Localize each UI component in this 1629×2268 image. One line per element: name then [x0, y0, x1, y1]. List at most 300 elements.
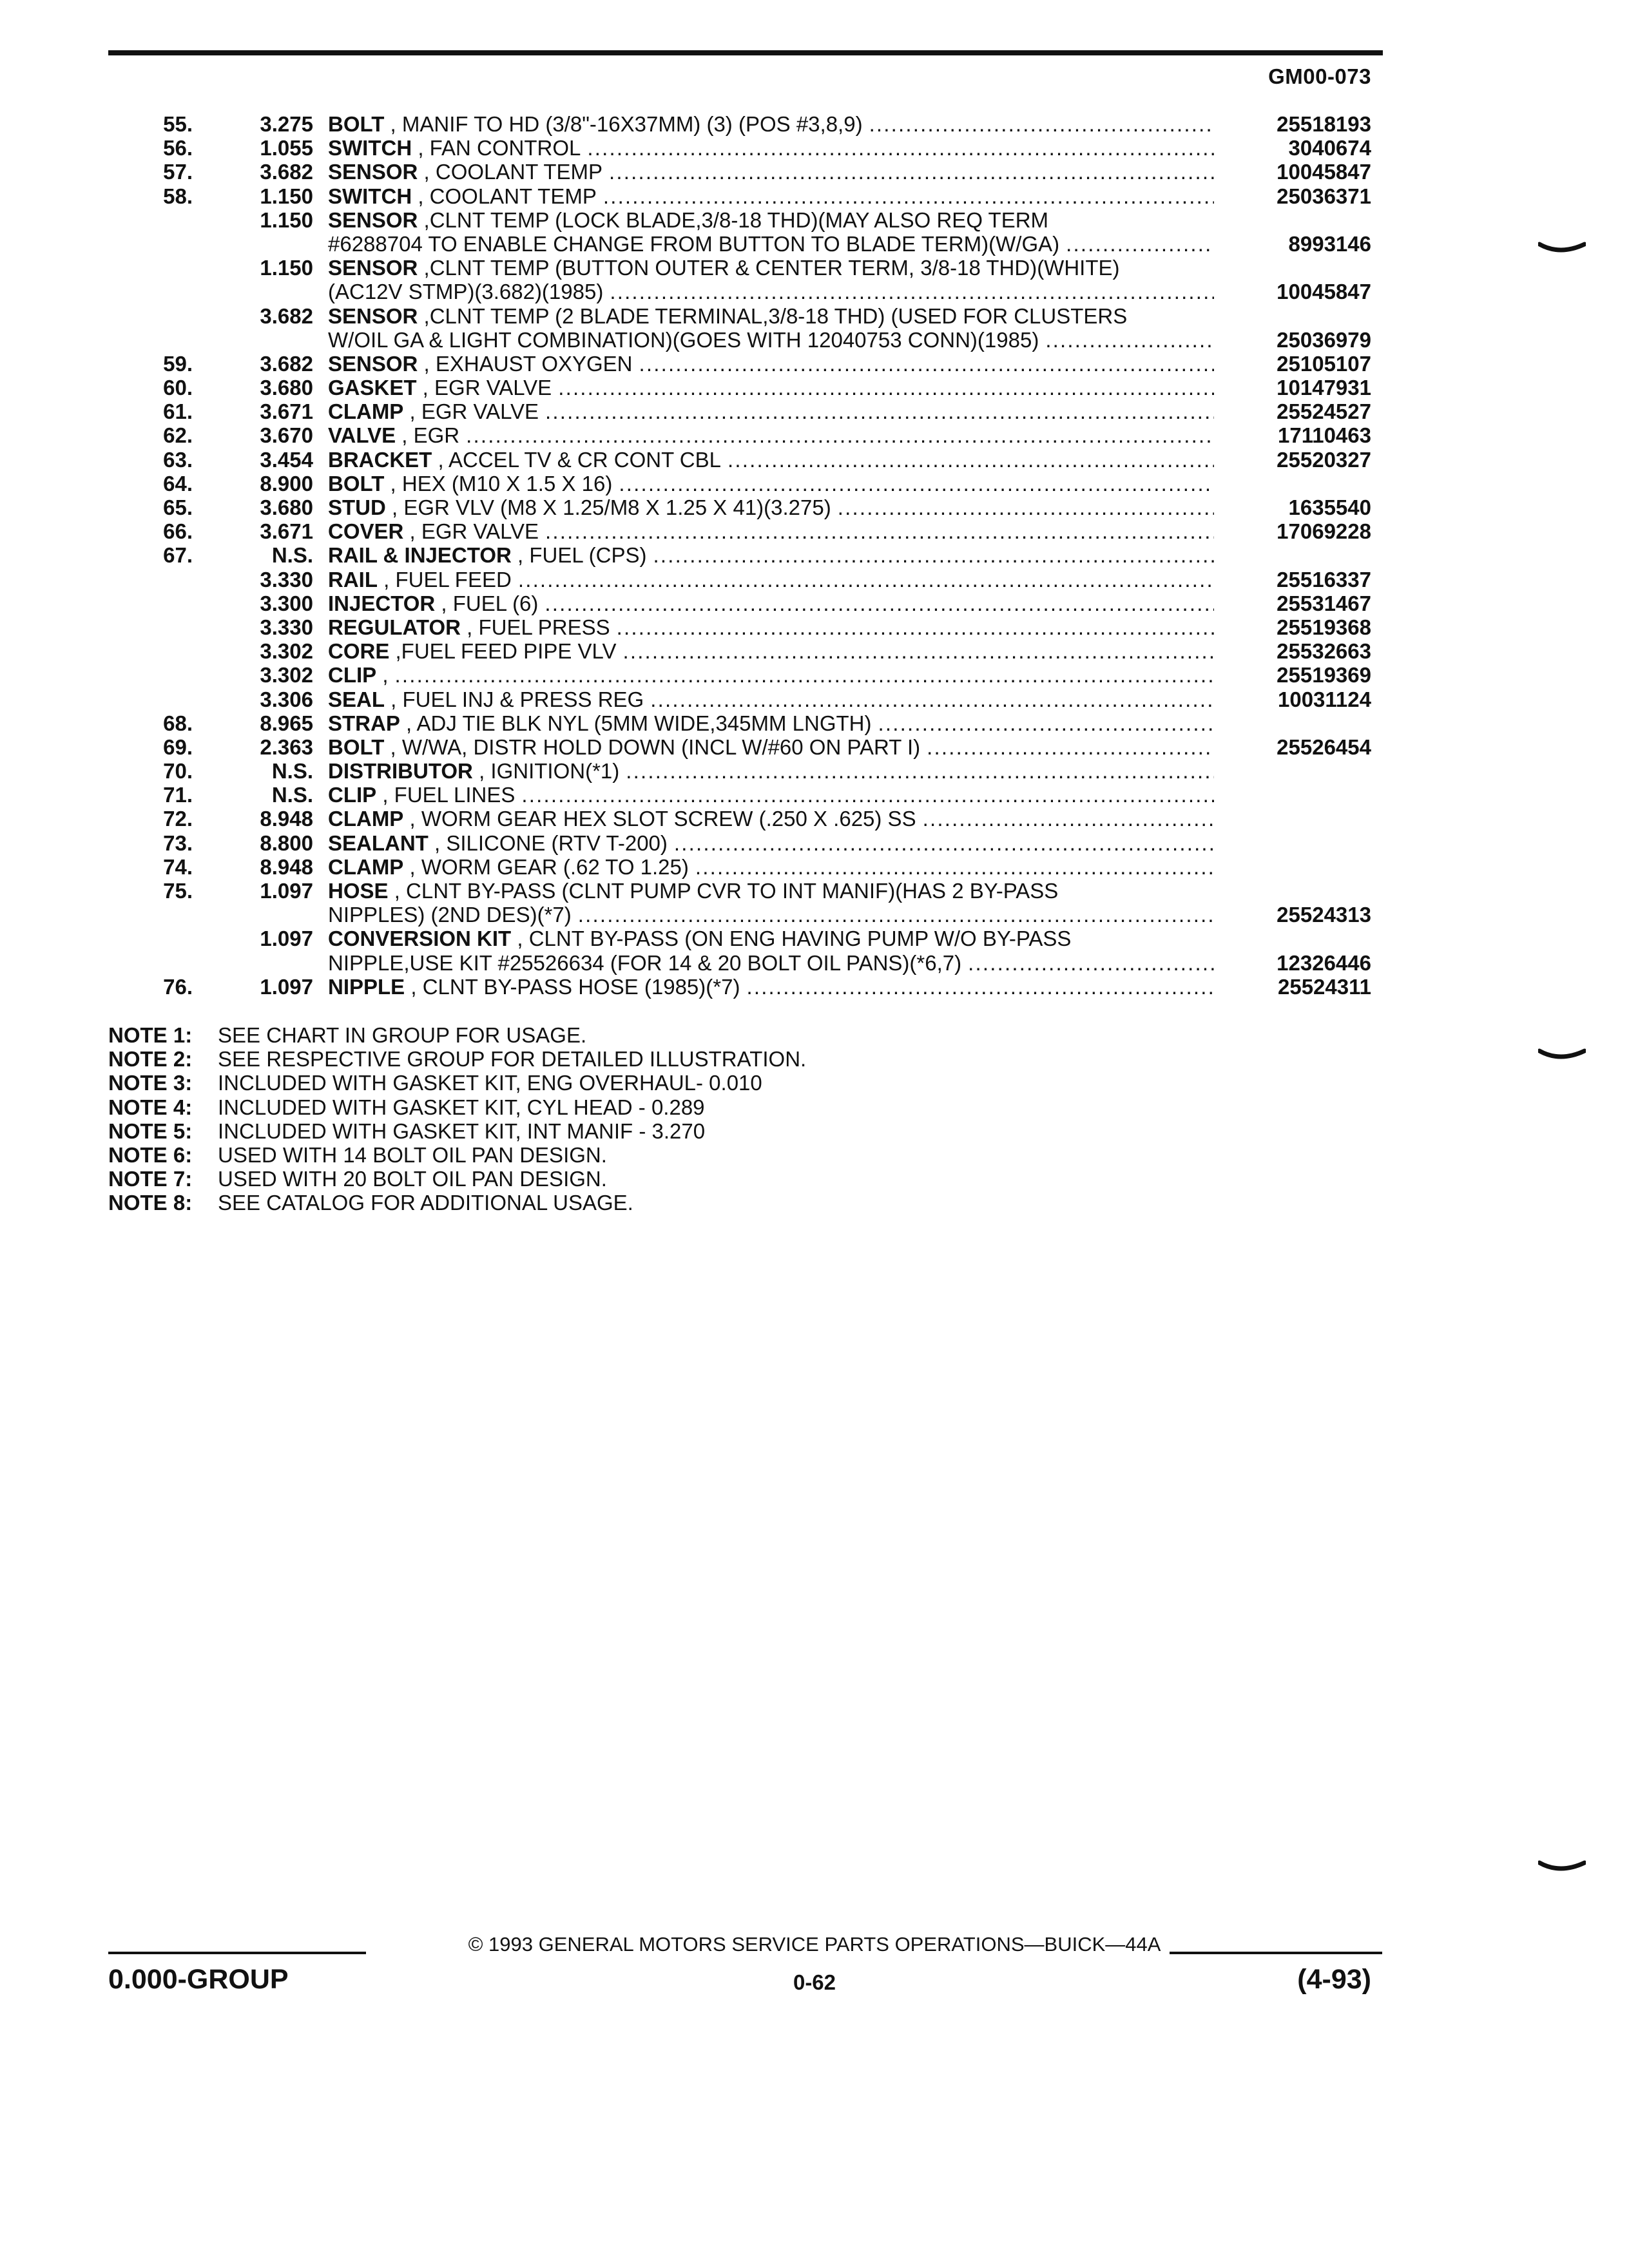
part-description [328, 472, 612, 495]
part-description [328, 519, 539, 543]
note-label: NOTE 5: [108, 1119, 193, 1143]
note-label: NOTE 1: [108, 1023, 193, 1047]
part-group-number: 8.800 [260, 831, 313, 855]
dot-leader [578, 903, 1214, 927]
part-number: 25526454 [1277, 735, 1371, 759]
part-description-cell [328, 399, 1214, 423]
part-name: SENSOR [328, 207, 418, 232]
part-description-cell [328, 352, 1214, 376]
part-description-cell [328, 879, 1214, 903]
part-description-cell [328, 927, 1214, 950]
part-number: 10045847 [1277, 160, 1371, 184]
part-number: 12326446 [1277, 950, 1371, 975]
note-label: NOTE 2: [108, 1047, 193, 1072]
part-name: NIPPLE [328, 974, 405, 999]
part-detail: , EGR VLV (M8 X 1.25/M8 X 1.25 X 41)(3.275) [385, 495, 831, 519]
part-row [108, 352, 1371, 376]
part-name: SEALANT [328, 831, 429, 855]
part-number: 17069228 [1277, 519, 1371, 544]
part-description-cell [328, 591, 1214, 615]
part-row [108, 831, 1371, 855]
part-item-number: 69. [163, 735, 193, 759]
part-description-cell [328, 663, 1214, 687]
footer-copyright [0, 1933, 1629, 1956]
footer-copyright-text: © 1993 GENERAL MOTORS SERVICE PARTS OPERATIONS—BUICK—44A [459, 1933, 1170, 1956]
part-item-number: 66. [163, 519, 193, 544]
part-group-number: N.S. [271, 759, 313, 783]
part-group-number: 3.275 [260, 112, 313, 136]
part-item-number: 74. [163, 854, 193, 879]
note-label: NOTE 4: [108, 1095, 193, 1119]
header-rule [108, 50, 1383, 55]
part-description [328, 663, 389, 687]
note-line [108, 1023, 806, 1047]
part-number: 25105107 [1277, 351, 1371, 376]
part-name: SENSOR [328, 256, 418, 280]
part-description-cell [328, 112, 1214, 136]
part-description [328, 951, 961, 975]
part-name: INJECTOR [328, 591, 436, 615]
part-item-number: 68. [163, 711, 193, 735]
part-detail: , EGR VALVE [403, 519, 539, 544]
part-row [108, 975, 1371, 999]
notes-list [108, 1023, 806, 1215]
part-description-cell [328, 639, 1214, 663]
part-row [108, 783, 1371, 807]
note-label: NOTE 7: [108, 1167, 193, 1191]
dot-leader [746, 975, 1214, 999]
part-description [328, 232, 1059, 256]
part-name: CLIP [328, 783, 377, 807]
dot-leader [545, 519, 1214, 543]
part-name: CLAMP [328, 399, 404, 424]
part-description [328, 304, 1127, 328]
note-line [108, 1095, 806, 1119]
note-text: SEE CHART IN GROUP FOR USAGE. [218, 1023, 587, 1047]
part-number: 25518193 [1277, 112, 1371, 136]
part-name: VALVE [328, 423, 396, 448]
part-detail: , COOLANT TEMP [418, 160, 603, 184]
part-group-number: 3.454 [260, 447, 313, 472]
dot-leader [653, 543, 1214, 567]
part-description [328, 256, 1120, 280]
part-group-number: 1.150 [260, 184, 313, 208]
part-description-cell [328, 184, 1214, 208]
part-number: 25516337 [1277, 567, 1371, 591]
part-row [108, 184, 1371, 208]
part-item-number: 55. [163, 112, 193, 136]
part-row [108, 903, 1371, 927]
dot-leader [587, 136, 1214, 160]
dot-leader [617, 615, 1214, 639]
part-description-cell [328, 423, 1214, 447]
dot-leader [622, 639, 1214, 663]
part-detail: , FUEL FEED [378, 567, 512, 591]
dot-leader [395, 663, 1214, 687]
part-description-cell [328, 136, 1214, 160]
part-detail: , FUEL INJ & PRESS REG [385, 687, 644, 711]
part-row [108, 160, 1371, 184]
part-group-number: 2.363 [260, 735, 313, 759]
part-name: REGULATOR [328, 615, 461, 639]
part-description-cell [328, 256, 1214, 280]
part-row [108, 232, 1371, 256]
note-line [108, 1119, 806, 1143]
dot-leader [695, 855, 1214, 879]
dot-leader [545, 399, 1214, 423]
part-detail: , SILICONE (RTV T-200) [428, 831, 668, 855]
part-row [108, 543, 1371, 567]
dot-leader [1045, 328, 1214, 352]
part-group-number: 1.055 [260, 136, 313, 160]
part-detail: , CLNT BY-PASS (ON ENG HAVING PUMP W/O BY-PASS [511, 927, 1072, 951]
part-item-number: 58. [163, 184, 193, 208]
footer-group: 0.000-GROUP [108, 1964, 289, 1995]
part-description-cell [328, 903, 1214, 927]
part-group-number: 3.682 [260, 303, 313, 328]
part-description [328, 448, 721, 472]
part-item-number: 62. [163, 423, 193, 448]
part-name: SENSOR [328, 351, 418, 376]
part-group-number: 1.097 [260, 974, 313, 999]
note-label: NOTE 3: [108, 1071, 193, 1095]
part-number: 8993146 [1288, 231, 1371, 256]
part-row [108, 855, 1371, 879]
part-row [108, 687, 1371, 711]
part-number: 25524311 [1277, 974, 1371, 999]
part-row [108, 927, 1371, 950]
part-detail: , FUEL LINES [376, 783, 516, 807]
part-row [108, 448, 1371, 472]
part-detail: , MANIF TO HD (3/8"-16X37MM) (3) (POS #3,8,9) [384, 112, 863, 136]
part-row [108, 136, 1371, 160]
part-detail: , IGNITION(*1) [472, 759, 620, 783]
dot-leader [619, 472, 1214, 495]
part-description-cell [328, 519, 1214, 543]
note-text: INCLUDED WITH GASKET KIT, CYL HEAD - 0.289 [218, 1095, 705, 1119]
part-detail: , FUEL (CPS) [511, 543, 647, 568]
part-name: BOLT [328, 735, 385, 759]
part-description [328, 423, 459, 447]
part-detail: , FAN CONTROL [412, 136, 581, 160]
part-description [328, 112, 863, 136]
part-description-cell [328, 232, 1214, 256]
part-group-number: 8.965 [260, 711, 313, 735]
part-number: 25524313 [1277, 903, 1371, 927]
note-line [108, 1047, 806, 1071]
part-description [328, 687, 644, 711]
part-row [108, 639, 1371, 663]
note-line [108, 1191, 806, 1215]
part-description-cell [328, 328, 1214, 352]
dot-leader [609, 160, 1214, 184]
part-group-number: 1.097 [260, 879, 313, 903]
part-description [328, 783, 515, 807]
part-detail: , W/WA, DISTR HOLD DOWN (INCL W/#60 ON PART I) [384, 735, 921, 759]
part-description [328, 831, 668, 855]
part-description [328, 879, 1058, 903]
part-description-cell [328, 855, 1214, 879]
part-description [328, 184, 597, 208]
part-group-number: 8.900 [260, 471, 313, 495]
part-name: HOSE [328, 879, 389, 903]
part-name: RAIL [328, 567, 378, 591]
note-text: SEE RESPECTIVE GROUP FOR DETAILED ILLUSTRATION. [218, 1047, 807, 1072]
part-number: 10147931 [1277, 376, 1371, 400]
part-group-number: 3.302 [260, 663, 313, 687]
part-description [328, 160, 602, 184]
part-detail: , ADJ TIE BLK NYL (5MM WIDE,345MM LNGTH) [400, 711, 872, 735]
note-text: INCLUDED WITH GASKET KIT, INT MANIF - 3.270 [218, 1119, 706, 1143]
part-detail: , FUEL (6) [435, 591, 539, 615]
part-detail: , COOLANT TEMP [412, 184, 597, 208]
part-description [328, 591, 538, 615]
part-item-number: 71. [163, 783, 193, 807]
part-row [108, 759, 1371, 783]
page-code: GM00-073 [1268, 64, 1371, 88]
part-name: GASKET [328, 376, 417, 400]
part-row [108, 568, 1371, 591]
part-group-number: 3.330 [260, 615, 313, 639]
part-description [328, 711, 871, 735]
dot-leader [674, 831, 1214, 855]
part-name: BRACKET [328, 447, 432, 472]
part-description-cell [328, 687, 1214, 711]
part-description [328, 376, 552, 399]
part-item-number: 59. [163, 351, 193, 376]
note-line [108, 1167, 806, 1191]
part-number: 25524527 [1277, 399, 1371, 424]
note-text: USED WITH 14 BOLT OIL PAN DESIGN. [218, 1142, 607, 1167]
part-number: 3040674 [1288, 136, 1371, 160]
note-line [108, 1071, 806, 1095]
dot-leader [545, 591, 1214, 615]
part-description [328, 136, 581, 160]
part-detail: , EGR [396, 423, 460, 448]
part-row [108, 376, 1371, 399]
dot-leader [518, 568, 1214, 591]
part-item-number: 76. [163, 974, 193, 999]
part-name: CLIP [328, 663, 377, 687]
part-number: 25520327 [1277, 447, 1371, 472]
part-description [328, 328, 1039, 352]
part-detail: , ACCEL TV & CR CONT CBL [432, 447, 722, 472]
part-number: 25036979 [1277, 327, 1371, 352]
part-number: 10031124 [1277, 687, 1371, 711]
part-row [108, 591, 1371, 615]
part-row [108, 711, 1371, 735]
part-item-number: 57. [163, 160, 193, 184]
dot-leader [603, 184, 1214, 208]
part-group-number: 1.150 [260, 207, 313, 232]
part-name: COVER [328, 519, 404, 544]
part-name: CONVERSION KIT [328, 927, 512, 951]
part-name: CORE [328, 639, 390, 664]
part-item-number: 70. [163, 759, 193, 783]
binder-hole-mark-top [1538, 242, 1586, 255]
dot-leader [521, 783, 1214, 807]
part-number: 25519369 [1277, 663, 1371, 687]
part-group-number: 3.330 [260, 567, 313, 591]
part-description-cell [328, 448, 1214, 472]
part-name: SENSOR [328, 303, 418, 328]
part-row [108, 423, 1371, 447]
part-row [108, 735, 1371, 759]
footer-date: (4-93) [1297, 1964, 1371, 1995]
part-description [328, 495, 831, 519]
part-row [108, 472, 1371, 495]
part-row [108, 256, 1371, 280]
part-description-cell [328, 951, 1214, 975]
part-row [108, 399, 1371, 423]
dot-leader [838, 495, 1214, 519]
part-description [328, 352, 633, 376]
part-detail: NIPPLE,USE KIT #25526634 (FOR 14 & 20 BOLT OIL PANS)(*6,7) [328, 950, 962, 975]
part-description [328, 208, 1048, 232]
part-detail: , CLNT BY-PASS HOSE (1985)(*7) [405, 974, 740, 999]
part-item-number: 73. [163, 831, 193, 855]
part-detail: ,FUEL FEED PIPE VLV [389, 639, 617, 664]
part-group-number: 3.680 [260, 495, 313, 519]
part-row [108, 328, 1371, 352]
dot-leader [610, 280, 1214, 303]
part-description-cell [328, 543, 1214, 567]
part-row [108, 807, 1371, 831]
part-description-cell [328, 807, 1214, 831]
part-group-number: 3.682 [260, 351, 313, 376]
part-row [108, 879, 1371, 903]
part-row [108, 495, 1371, 519]
part-detail: , FUEL PRESS [460, 615, 610, 639]
part-name: CLAMP [328, 807, 404, 831]
part-detail: #6288704 TO ENABLE CHANGE FROM BUTTON TO BLADE TERM)(W/GA) [328, 231, 1060, 256]
part-detail: , CLNT BY-PASS (CLNT PUMP CVR TO INT MANIF)(HAS 2 BY-PASS [388, 879, 1059, 903]
part-row [108, 519, 1371, 543]
part-group-number: 3.671 [260, 519, 313, 544]
part-detail: , EXHAUST OXYGEN [418, 351, 633, 376]
part-number: 1635540 [1288, 495, 1371, 519]
part-group-number: N.S. [271, 543, 313, 568]
note-label: NOTE 6: [108, 1142, 193, 1167]
part-group-number: 3.670 [260, 423, 313, 448]
part-number: 25036371 [1277, 184, 1371, 208]
dot-leader [626, 759, 1214, 783]
part-detail: , HEX (M10 X 1.5 X 16) [384, 471, 613, 495]
part-row [108, 615, 1371, 639]
part-description-cell [328, 304, 1214, 328]
part-description-cell [328, 711, 1214, 735]
part-description [328, 927, 1071, 950]
part-description-cell [328, 568, 1214, 591]
parts-list [108, 112, 1371, 999]
part-number: 17110463 [1277, 423, 1371, 448]
part-detail: (AC12V STMP)(3.682)(1985) [328, 280, 604, 304]
part-detail: W/OIL GA & LIGHT COMBINATION)(GOES WITH 12040753 CONN)(1985) [328, 327, 1039, 352]
part-description [328, 280, 603, 303]
part-description-cell [328, 759, 1214, 783]
part-description [328, 399, 539, 423]
part-group-number: N.S. [271, 783, 313, 807]
part-description-cell [328, 783, 1214, 807]
part-description [328, 807, 916, 831]
part-description [328, 735, 920, 759]
part-detail: , [376, 663, 389, 687]
part-group-number: 1.097 [260, 927, 313, 951]
part-group-number: 1.150 [260, 256, 313, 280]
note-text: INCLUDED WITH GASKET KIT, ENG OVERHAUL- 0.010 [218, 1071, 762, 1095]
part-row [108, 663, 1371, 687]
part-name: RAIL & INJECTOR [328, 543, 512, 568]
part-number: 25532663 [1277, 639, 1371, 664]
note-line [108, 1143, 806, 1167]
part-detail: NIPPLES) (2ND DES)(*7) [328, 903, 572, 927]
part-description [328, 639, 616, 663]
part-item-number: 63. [163, 447, 193, 472]
part-row [108, 208, 1371, 232]
part-item-number: 65. [163, 495, 193, 519]
part-group-number: 3.300 [260, 591, 313, 615]
part-group-number: 3.306 [260, 687, 313, 711]
note-text: USED WITH 20 BOLT OIL PAN DESIGN. [218, 1167, 607, 1191]
part-description-cell [328, 160, 1214, 184]
dot-leader [878, 711, 1214, 735]
part-name: SWITCH [328, 184, 412, 208]
part-detail: , WORM GEAR (.62 TO 1.25) [403, 854, 689, 879]
part-name: STUD [328, 495, 386, 519]
part-detail: , EGR VALVE [416, 376, 552, 400]
part-name: SEAL [328, 687, 385, 711]
dot-leader [466, 423, 1214, 447]
part-detail: , EGR VALVE [403, 399, 539, 424]
note-text: SEE CATALOG FOR ADDITIONAL USAGE. [218, 1191, 633, 1215]
part-group-number: 3.302 [260, 639, 313, 664]
part-name: SENSOR [328, 160, 418, 184]
part-row [108, 280, 1371, 303]
part-description-cell [328, 208, 1214, 232]
dot-leader [1066, 232, 1214, 256]
part-description-cell [328, 735, 1214, 759]
part-name: BOLT [328, 471, 385, 495]
part-detail: ,CLNT TEMP (2 BLADE TERMINAL,3/8-18 THD) (USED FOR CLUSTERS [418, 303, 1128, 328]
part-name: BOLT [328, 112, 385, 136]
part-group-number: 8.948 [260, 854, 313, 879]
part-item-number: 72. [163, 807, 193, 831]
part-item-number: 60. [163, 376, 193, 400]
dot-leader [968, 951, 1214, 975]
part-row [108, 304, 1371, 328]
part-group-number: 3.680 [260, 376, 313, 400]
binder-hole-mark-middle [1538, 1048, 1586, 1061]
part-description [328, 543, 646, 567]
part-item-number: 56. [163, 136, 193, 160]
part-number: 25519368 [1277, 615, 1371, 639]
part-description-cell [328, 831, 1214, 855]
part-row [108, 951, 1371, 975]
binder-hole-mark-bottom [1538, 1860, 1586, 1873]
part-description-cell [328, 975, 1214, 999]
part-item-number: 75. [163, 879, 193, 903]
part-description [328, 975, 740, 999]
part-description-cell [328, 495, 1214, 519]
part-description-cell [328, 615, 1214, 639]
part-name: SWITCH [328, 136, 412, 160]
part-description [328, 568, 512, 591]
dot-leader [558, 376, 1214, 399]
part-name: CLAMP [328, 854, 404, 879]
part-group-number: 3.682 [260, 160, 313, 184]
part-row [108, 112, 1371, 136]
dot-leader [869, 112, 1214, 136]
